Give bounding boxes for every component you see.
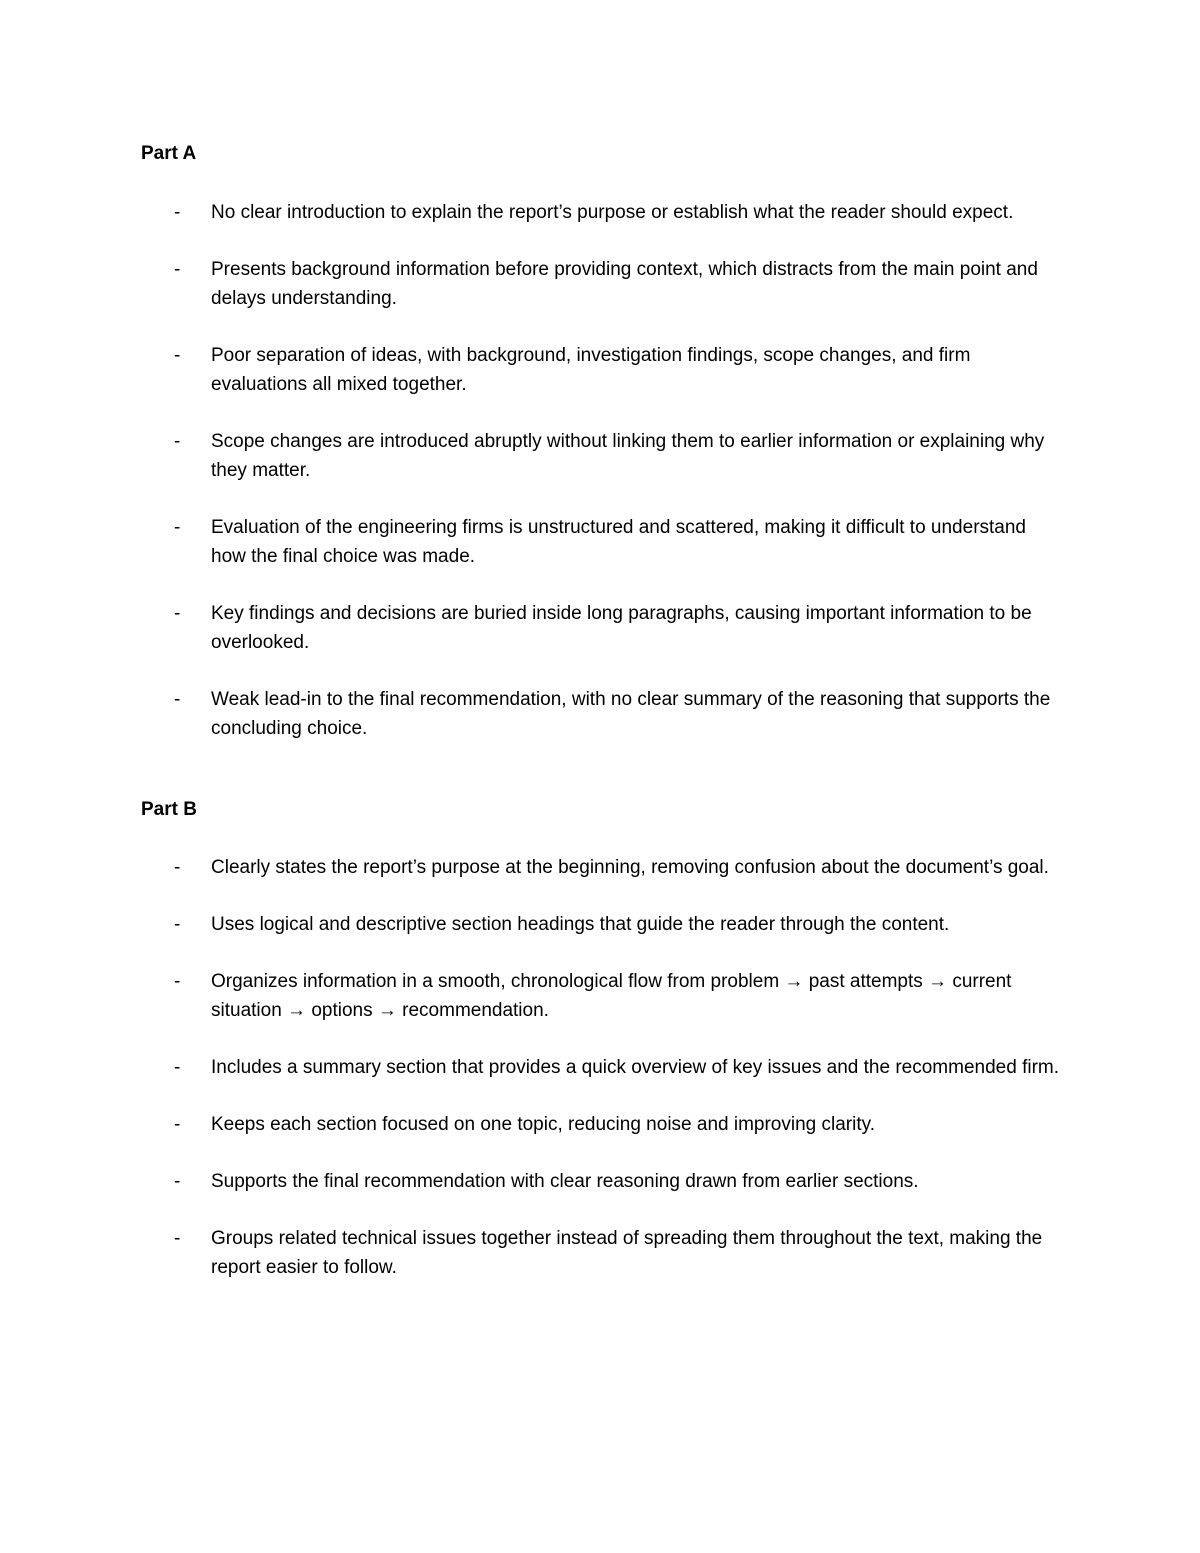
list-item: [0, 341, 1200, 399]
list-item: [0, 599, 1200, 657]
list-item: [0, 255, 1200, 313]
list-item: [0, 685, 1200, 743]
dash-bullet: -: [174, 517, 181, 538]
dash-bullet: -: [174, 1171, 181, 1192]
part-b-heading: Part B: [141, 799, 197, 820]
list-item-text: No clear introduction to explain the report’s purpose or establish what the reader should expect.: [211, 202, 1014, 223]
list-item-text: Clearly states the report’s purpose at the beginning, removing confusion about the document’s goal.: [211, 857, 1049, 878]
list-item-text: Poor separation of ideas, with background, investigation findings, scope changes, and firm evaluations all mixed together.: [211, 345, 971, 395]
list-item-text: Groups related technical issues together instead of spreading them throughout the text, making the report easier to follow.: [211, 1228, 1043, 1278]
list-item-text: Supports the final recommendation with clear reasoning drawn from earlier sections.: [211, 1171, 919, 1192]
part-b-list: [0, 853, 1200, 1310]
list-item-text: Key findings and decisions are buried inside long paragraphs, causing important information to be overlooked.: [211, 603, 1032, 653]
dash-bullet: -: [174, 1057, 181, 1078]
list-item-text: Keeps each section focused on one topic, reducing noise and improving clarity.: [211, 1114, 875, 1135]
dash-bullet: -: [174, 603, 181, 624]
dash-bullet: -: [174, 914, 181, 935]
dash-bullet: -: [174, 971, 181, 992]
dash-bullet: -: [174, 431, 181, 452]
list-item-text: Organizes information in a smooth, chronological flow from problem → past attempts → current situation → options → recommendation.: [211, 971, 1012, 1021]
list-item-text: Includes a summary section that provides a quick overview of key issues and the recommended firm.: [211, 1057, 1059, 1078]
dash-bullet: -: [174, 857, 181, 878]
list-item-text: Scope changes are introduced abruptly without linking them to earlier information or explaining why they matter.: [211, 431, 1045, 481]
list-item: [0, 910, 1200, 939]
list-item: [0, 853, 1200, 882]
list-item: [0, 1224, 1200, 1282]
dash-bullet: -: [174, 689, 181, 710]
dash-bullet: -: [174, 259, 181, 280]
dash-bullet: -: [174, 1228, 181, 1249]
part-a-list: [0, 198, 1200, 771]
list-item-text: Weak lead-in to the final recommendation, with no clear summary of the reasoning that supports the concluding choice.: [211, 689, 1051, 739]
list-item: [0, 967, 1200, 1025]
list-item-text: Uses logical and descriptive section headings that guide the reader through the content.: [211, 914, 950, 935]
list-item: [0, 513, 1200, 571]
dash-bullet: -: [174, 1114, 181, 1135]
list-item: [0, 1167, 1200, 1196]
list-item: [0, 427, 1200, 485]
dash-bullet: -: [174, 345, 181, 366]
list-item: [0, 1110, 1200, 1139]
list-item-text: Evaluation of the engineering firms is unstructured and scattered, making it difficult to understand how the final choice was made.: [211, 517, 1026, 567]
dash-bullet: -: [174, 202, 181, 223]
list-item: [0, 198, 1200, 227]
list-item-text: Presents background information before providing context, which distracts from the main point and delays understanding.: [211, 259, 1038, 309]
list-item: [0, 1053, 1200, 1082]
part-a-heading: Part A: [141, 143, 197, 164]
